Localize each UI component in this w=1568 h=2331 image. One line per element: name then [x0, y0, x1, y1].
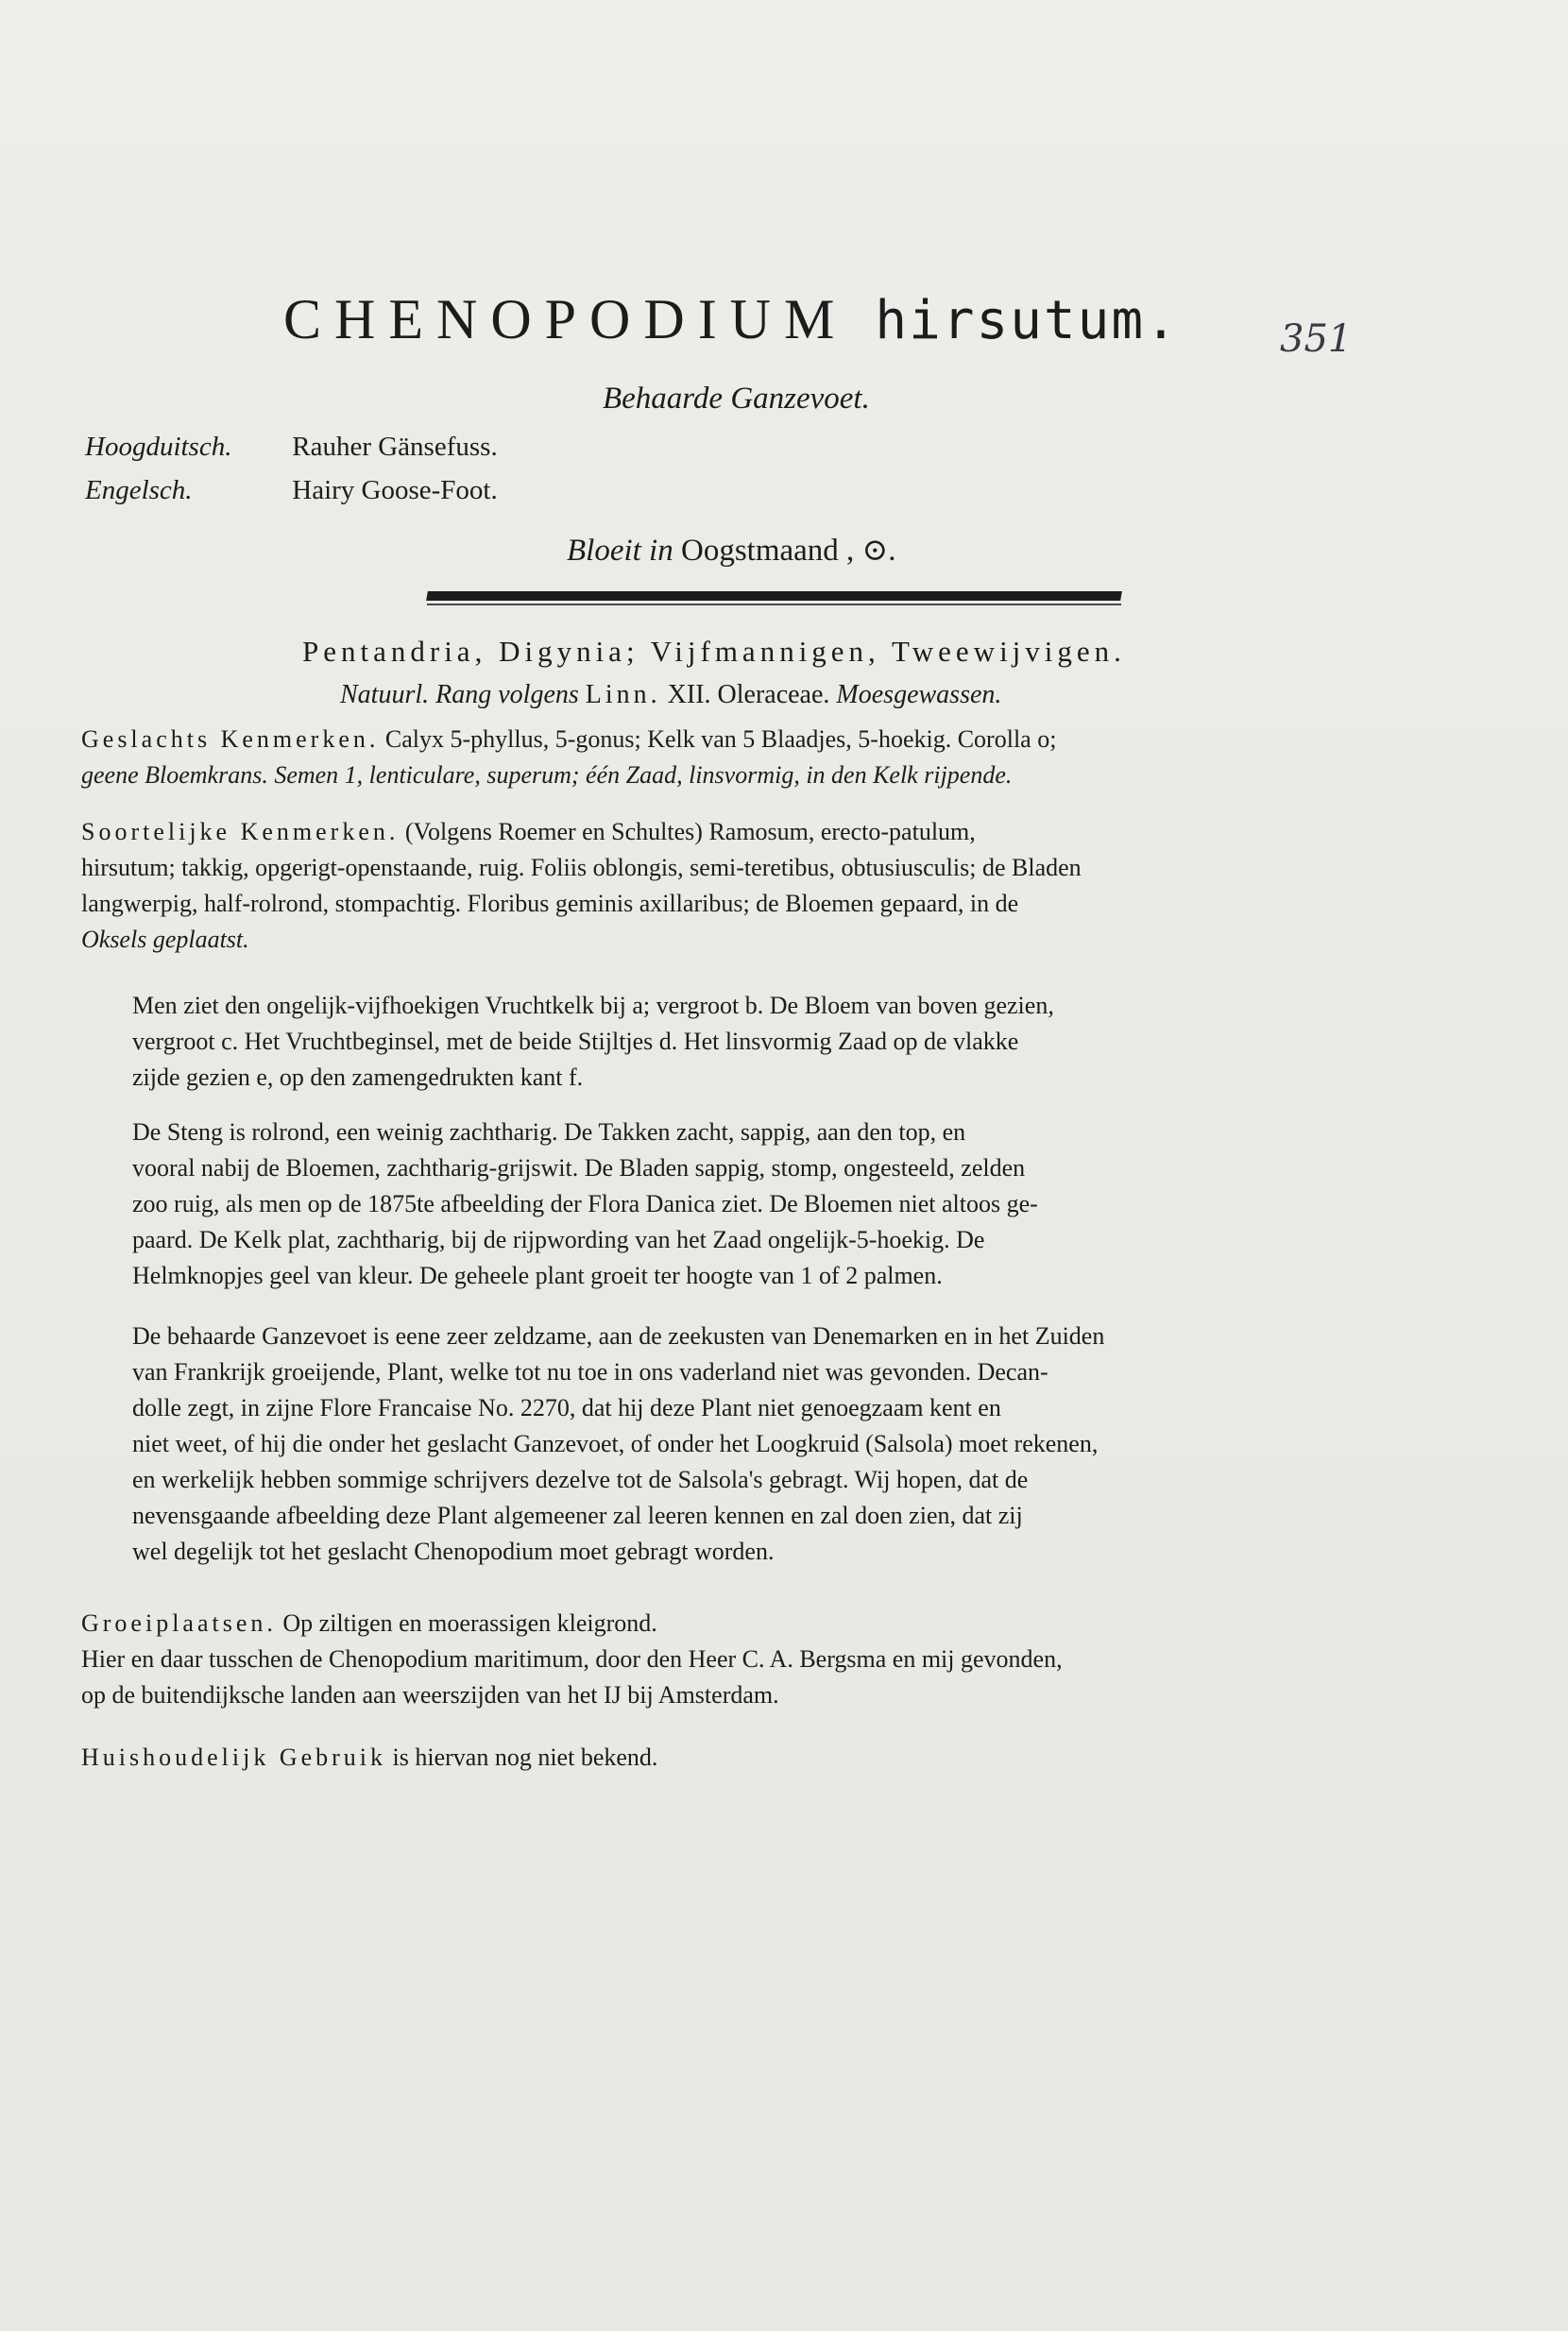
natural-rank-order: XII. Oleraceae. [667, 680, 830, 709]
common-name: Hairy Goose-Foot. [292, 475, 498, 505]
common-name-row [85, 468, 498, 512]
paragraph-line: zoo ruig, als men op de 1875te afbeelding der Flora Danica ziet. De Bloemen niet altoos ge- [132, 1190, 1038, 1217]
species-characters [81, 814, 1470, 958]
paragraph-line [81, 1740, 1470, 1776]
page-title [283, 287, 1179, 352]
paragraph-line: vooral nabij de Bloemen, zachtharig-grijswit. De Bladen sappig, stomp, ongesteeld, zelden [132, 1154, 1026, 1182]
paragraph-line: Oksels geplaatst. [81, 926, 249, 953]
linn-label: Linn. [585, 680, 661, 709]
language-label: Hoogduitsch. [85, 432, 232, 462]
line-text: Calyx 5-phyllus, 5-gonus; Kelk van 5 Blaadjes, 5-hoekig. Corolla o; [384, 725, 1057, 753]
section-heading: Soortelijke Kenmerken. [81, 818, 400, 845]
description-paragraph [132, 1114, 1470, 1294]
natural-rank-prefix: Natuurl. Rang volgens [340, 680, 579, 709]
paragraph-line: hirsutum; takkig, opgerigt-openstaande, ruig. Foliis oblongis, semi-teretibus, obtusiusculis; de Bladen [81, 854, 1082, 881]
species-name: hirsutum. [875, 290, 1179, 351]
dutch-common-name: Behaarde Ganzevoet. [603, 382, 870, 416]
paragraph-line: op de buitendijksche landen aan weerszijden van het IJ bij Amsterdam. [81, 1681, 779, 1709]
paragraph-line: Helmknopjes geel van kleur. De geheele plant groeit ter hoogte van 1 of 2 palmen. [132, 1262, 943, 1289]
section-heading: Huishoudelijk Gebruik [81, 1744, 387, 1771]
section-heading: Groeiplaatsen. [81, 1609, 277, 1637]
genus-name: CHENOPODIUM [283, 288, 848, 350]
common-name-row [85, 425, 498, 468]
paragraph-line: van Frankrijk groeijende, Plant, welke tot nu toe in ons vaderland niet was gevonden. Decan- [132, 1358, 1048, 1386]
paragraph-line: wel degelijk tot het geslacht Chenopodium moet gebragt worden. [132, 1538, 775, 1565]
paragraph-line: vergroot c. Het Vruchtbeginsel, met de beide Stijltjes d. Het linsvormig Zaad op de vlakke [132, 1028, 1019, 1055]
flowering-month: Oogstmaand , [680, 534, 855, 568]
line-text: (Volgens Roemer en Schultes) Ramosum, erecto-patulum, [404, 818, 976, 845]
divider-rule [426, 591, 1122, 601]
line-text: Op ziltigen en moerassigen kleigrond. [282, 1609, 657, 1637]
flowering-line [567, 531, 895, 569]
language-label: Engelsch. [85, 475, 193, 505]
paragraph-line [81, 722, 1470, 757]
paragraph-line: dolle zegt, in zijne Flore Francaise No. 2270, dat hij deze Plant niet genoegzaam kent en [132, 1394, 1001, 1421]
annual-symbol: ⊙. [861, 534, 896, 568]
genus-characters [81, 722, 1470, 793]
paragraph-line: geene Bloemkrans. Semen 1, lenticulare, superum; één Zaad, linsvormig, in den Kelk rijpende. [81, 761, 1013, 789]
section-heading: Geslachts Kenmerken. [81, 725, 380, 753]
paragraph-line: De Steng is rolrond, een weinig zachtharig. De Takken zacht, sappig, aan den top, en [132, 1118, 966, 1146]
handwritten-plate-number: 351 [1280, 317, 1353, 361]
paragraph-line: niet weet, of hij die onder het geslacht Ganzevoet, of onder het Loogkruid (Salsola) moet rekenen, [132, 1430, 1099, 1457]
linnaean-classification: Pentandria, Digynia; Vijfmannigen, Tweewijvigen. [302, 635, 1126, 668]
paragraph-line: langwerpig, half-rolrond, stompachtig. Floribus geminis axillaribus; de Bloemen gepaard, in de [81, 890, 1019, 917]
habitat-section [81, 1606, 1470, 1713]
paragraph-line: Men ziet den ongelijk-vijfhoekigen Vruchtkelk bij a; vergroot b. De Bloem van boven gezien, [132, 992, 1054, 1019]
paragraph-line: Hier en daar tusschen de Chenopodium maritimum, door den Heer C. A. Bergsma en mij gevonden, [81, 1645, 1063, 1673]
paragraph-line: nevensgaande afbeelding deze Plant algemeener zal leeren kennen en zal doen zien, dat zij [132, 1502, 1023, 1529]
paragraph-line: zijde gezien e, op den zamengedrukten kant f. [132, 1063, 584, 1091]
paragraph-line: en werkelijk hebben sommige schrijvers dezelve tot de Salsola's gebragt. Wij hopen, dat de [132, 1466, 1029, 1493]
figure-explanation [132, 988, 1470, 1096]
line-text: is hiervan nog niet bekend. [392, 1744, 658, 1771]
divider-rule-thin [427, 604, 1121, 605]
common-name: Rauher Gänsefuss. [292, 432, 498, 462]
natural-rank-family: Moesgewassen. [836, 680, 1002, 709]
paragraph-line: paard. De Kelk plat, zachtharig, bij de rijpwording van het Zaad ongelijk-5-hoekig. De [132, 1226, 985, 1253]
flowering-prefix: Bloeit in [567, 534, 673, 568]
common-names-list [85, 425, 498, 512]
paragraph-line: De behaarde Ganzevoet is eene zeer zeldzame, aan de zeekusten van Denemarken en in het Zuiden [132, 1322, 1105, 1350]
natural-rank-line [340, 680, 1001, 710]
distribution-paragraph [132, 1319, 1470, 1570]
paragraph-line [81, 814, 1470, 850]
paragraph-line [81, 1606, 1470, 1642]
household-use-section [81, 1740, 1470, 1776]
